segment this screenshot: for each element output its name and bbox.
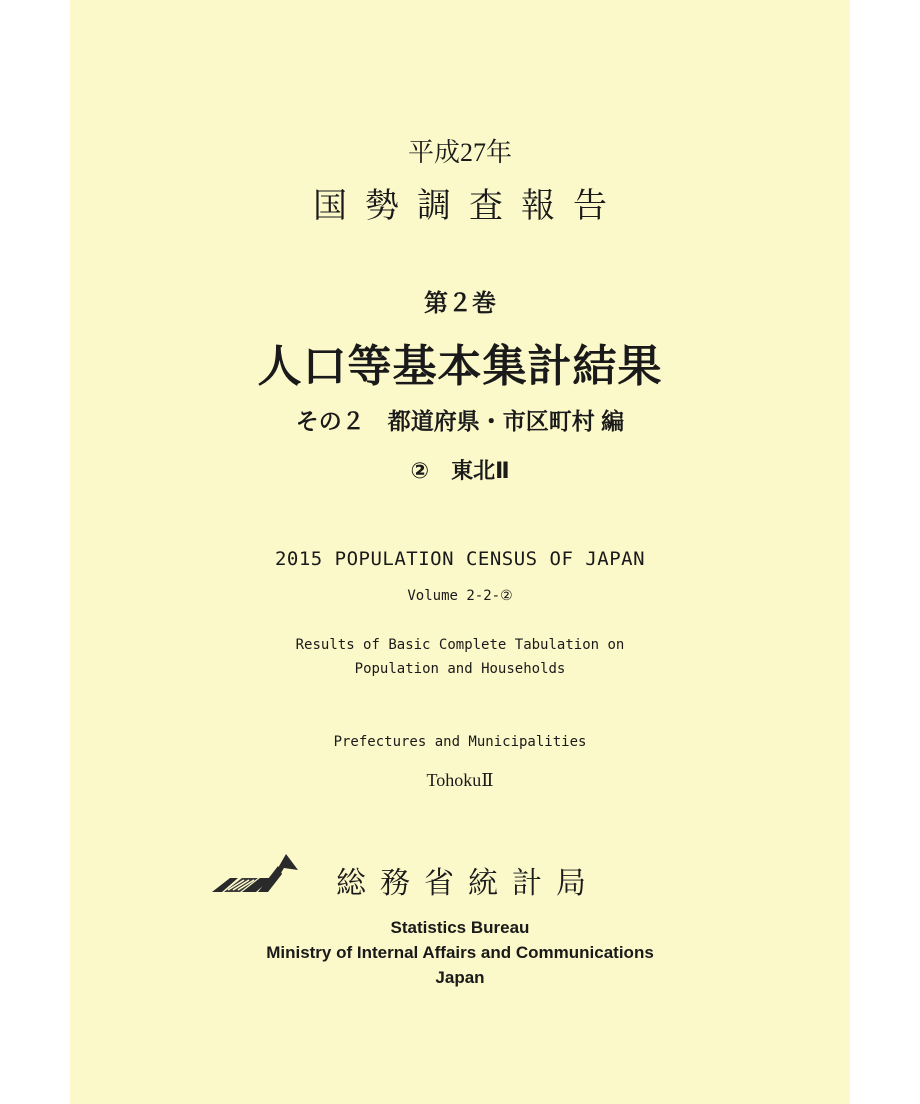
- part-label: その２ 都道府県・市区町村 編: [295, 408, 625, 434]
- bureau-name-en-line2: Ministry of Internal Affairs and Communications: [266, 943, 654, 962]
- english-volume: Volume 2-2-②: [407, 588, 513, 604]
- english-prefectures: Prefectures and Municipalities: [333, 734, 587, 750]
- bureau-name-jp: 総務省統計局: [336, 867, 600, 900]
- region-label: ② 東北Ⅱ: [410, 458, 510, 483]
- english-title: 2015 POPULATION CENSUS OF JAPAN: [274, 548, 646, 570]
- english-results-line1: Results of Basic Complete Tabulation on: [295, 637, 625, 653]
- bureau-name-en-line1: Statistics Bureau: [390, 918, 530, 937]
- english-results-line2: Population and Households: [354, 661, 566, 677]
- english-region: TohokuⅡ: [426, 770, 494, 790]
- report-title: 国勢調査報告: [313, 188, 625, 225]
- statistics-bureau-logo-icon: [212, 852, 298, 894]
- volume-label: 第２巻: [424, 290, 496, 317]
- bureau-name-en-line3: Japan: [435, 968, 485, 987]
- era-year: 平成27年: [407, 138, 512, 167]
- report-subtitle: 人口等基本集計結果: [257, 342, 663, 391]
